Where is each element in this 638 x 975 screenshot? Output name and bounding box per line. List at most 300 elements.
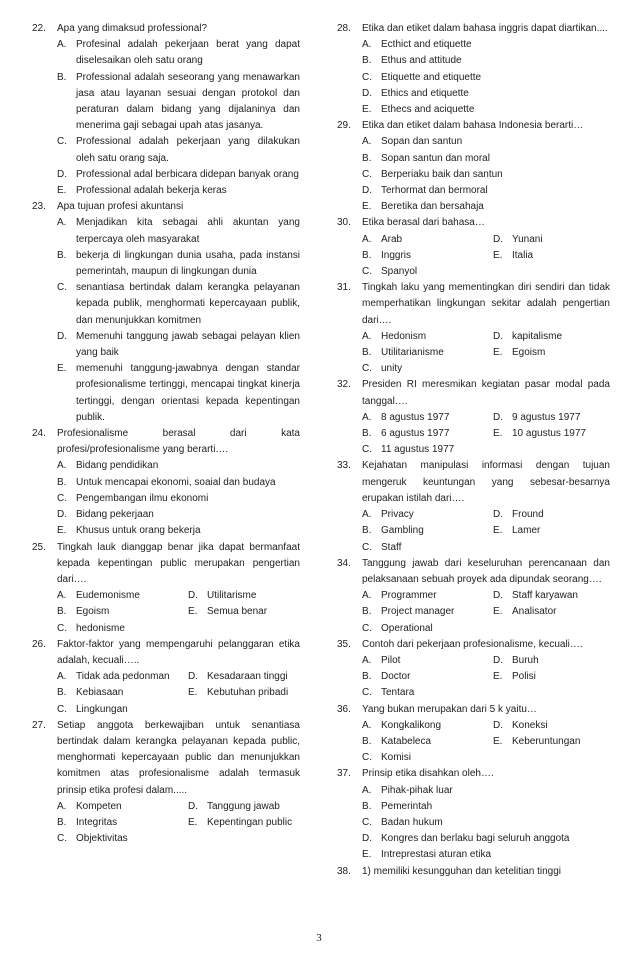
answer-option <box>493 507 610 523</box>
question-number: 34. <box>337 557 351 569</box>
answer-option <box>362 442 493 458</box>
question-text: Tingkah lauk dianggap benar jika dapat bermanfaat kepada kepentingan public merupakan pengertian dari…. <box>57 541 300 585</box>
option-letter: A. <box>362 411 372 423</box>
answer-option <box>57 458 300 474</box>
question-number: 35. <box>337 638 351 650</box>
answer-option-row <box>362 248 610 264</box>
question-item <box>337 458 610 555</box>
option-letter: B. <box>57 816 67 828</box>
option-text: memenuhi tanggung-jawabnya dengan standar profesionalisme tertinggi, mencapai tingkat kinerja tertinggi, dengan orientasi kepada kepentingan publik. <box>76 363 300 423</box>
option-text: Privacy <box>381 509 414 521</box>
question-body <box>362 458 610 555</box>
option-letter: C. <box>57 136 67 148</box>
option-text: Keberuntungan <box>512 735 581 747</box>
answer-option-row <box>362 426 610 442</box>
option-text: Professional adalah pekerjaan yang dilakukan oleh satu orang saja. <box>76 136 300 164</box>
option-letter: E. <box>57 185 67 197</box>
option-text: Objektivitas <box>76 833 128 845</box>
question-item <box>337 280 610 377</box>
option-letter: C. <box>57 492 67 504</box>
answer-option-row <box>362 604 610 620</box>
option-text: unity <box>381 363 403 375</box>
question-body <box>362 766 610 863</box>
option-text: Lamer <box>512 525 541 537</box>
answer-option <box>362 102 610 118</box>
option-letter: A. <box>362 330 372 342</box>
question-body <box>362 118 610 215</box>
question-text: Apa yang dimaksud professional? <box>57 23 208 34</box>
option-text: Tanggung jawab <box>207 800 280 812</box>
answer-option-row <box>362 507 610 523</box>
answer-option-row <box>57 588 300 604</box>
option-text: Staff <box>381 541 402 553</box>
question-item <box>337 215 610 280</box>
page-number: 3 <box>316 932 322 944</box>
answer-option <box>362 653 493 669</box>
answer-option <box>362 685 493 701</box>
option-letter: E. <box>57 525 67 537</box>
option-text: 11 agustus 1977 <box>381 444 455 456</box>
option-text: Kongres dan berlaku bagi seluruh anggota <box>381 833 570 845</box>
answer-option <box>362 523 493 539</box>
option-letter: A. <box>362 590 372 602</box>
option-text: Project manager <box>381 606 455 618</box>
option-text: Arab <box>381 233 403 245</box>
option-text: Profesinal adalah pekerjaan berat yang dapat diselesaikan oleh satu orang <box>76 39 300 67</box>
question-body <box>57 21 300 199</box>
answer-option-row <box>362 540 610 556</box>
answer-option <box>362 831 610 847</box>
question-text: Apa tujuan profesi akuntansi <box>57 201 184 213</box>
answer-option <box>493 248 610 264</box>
question-text: Faktor-faktor yang mempengaruhi pelanggaran etika adalah, kecuali….. <box>57 638 300 666</box>
option-text: Pilot <box>381 654 401 666</box>
option-letter: C. <box>57 282 67 294</box>
question-body <box>362 556 610 637</box>
answer-option <box>493 734 610 750</box>
option-letter: D. <box>188 590 198 602</box>
answer-option-row <box>362 410 610 426</box>
option-text: Integritas <box>76 816 118 828</box>
answer-option <box>362 248 493 264</box>
option-text: 10 agustus 1977 <box>512 428 586 440</box>
option-text: Bidang pekerjaan <box>76 509 154 521</box>
question-number: 36. <box>337 703 351 715</box>
option-letter: D. <box>57 168 67 180</box>
option-letter: E. <box>362 201 372 213</box>
option-letter: C. <box>57 833 67 845</box>
option-letter: A. <box>362 136 372 148</box>
answer-option <box>362 345 493 361</box>
option-letter: B. <box>362 347 372 359</box>
option-text: Programmer <box>381 590 437 602</box>
answer-option <box>362 410 493 426</box>
question-number: 26. <box>32 638 46 650</box>
option-letter: B. <box>57 71 67 83</box>
answer-option <box>362 183 610 199</box>
answer-option <box>362 232 493 248</box>
option-text: Tidak ada pedonman <box>76 671 170 683</box>
option-letter: D. <box>362 185 372 197</box>
question-number: 23. <box>32 201 46 213</box>
question-text: Tingkah laku yang mementingkan diri sendiri dan tidak memperhatikan lingkungan sekitar adalah pengertian dari…. <box>362 282 610 326</box>
question-number: 37. <box>337 768 351 780</box>
answer-option <box>362 621 493 637</box>
option-text: Sopan santun dan moral <box>381 152 490 164</box>
option-text: Utilitarianisme <box>381 347 444 359</box>
question-number: 24. <box>32 428 46 440</box>
question-item <box>337 864 610 880</box>
answer-option <box>57 604 188 620</box>
question-item <box>337 556 610 637</box>
answer-option-row <box>57 831 300 847</box>
answer-option <box>362 264 493 280</box>
option-letter: A. <box>57 800 67 812</box>
answer-option-row <box>362 734 610 750</box>
option-text: Egoism <box>76 606 110 618</box>
answer-option <box>493 523 610 539</box>
option-text: Inggris <box>381 249 412 261</box>
question-text: Etika dan etiket dalam bahasa inggris dapat diartikan.... <box>362 23 608 34</box>
question-number: 22. <box>32 23 46 34</box>
option-letter: B. <box>362 152 372 164</box>
question-text: Profesionalisme berasal dari kata profesi/profesionalisme yang berarti…. <box>57 428 300 456</box>
option-text: Yunani <box>512 233 543 245</box>
answer-option <box>57 248 300 280</box>
option-letter: B. <box>362 525 372 537</box>
answer-option-row <box>57 799 300 815</box>
answer-option <box>188 669 300 685</box>
answer-option <box>493 345 610 361</box>
question-text: Yang bukan merupakan dari 5 k yaitu… <box>362 703 537 715</box>
answer-option <box>493 232 610 248</box>
answer-option <box>57 702 188 718</box>
option-text: Egoism <box>512 347 546 359</box>
option-text: bekerja di lingkungan dunia usaha, pada instansi pemerintah, maupun di lingkungan dunia <box>76 249 300 278</box>
answer-option-row <box>57 815 300 831</box>
option-letter: D. <box>493 233 503 245</box>
question-number: 38. <box>337 865 351 877</box>
answer-option <box>362 199 610 215</box>
option-text: Beretika dan bersahaja <box>381 201 484 213</box>
answer-option <box>362 37 610 53</box>
answer-option-row <box>57 669 300 685</box>
answer-option <box>57 361 300 426</box>
answer-option <box>188 685 300 701</box>
question-body <box>362 280 610 377</box>
option-text: Fround <box>512 509 544 521</box>
answer-option <box>362 604 493 620</box>
answer-option <box>493 588 610 604</box>
option-text: Polisi <box>512 671 536 683</box>
option-letter: C. <box>57 622 67 634</box>
option-text: Ethics and etiquette <box>381 87 469 99</box>
answer-option-row <box>362 442 610 458</box>
option-text: Italia <box>512 249 534 261</box>
question-item <box>337 21 610 118</box>
question-item <box>337 637 610 702</box>
option-text: Professional adal berbicara didepan banyak orang <box>76 168 299 180</box>
option-text: Kongkalikong <box>381 719 442 731</box>
option-text: Buruh <box>512 654 539 666</box>
option-text: Tentara <box>381 687 415 699</box>
answer-option <box>57 588 188 604</box>
option-letter: B. <box>362 800 372 812</box>
answer-option-row <box>362 264 610 280</box>
answer-option <box>362 588 493 604</box>
option-text: Spanyol <box>381 266 418 278</box>
option-text: Bidang pendidikan <box>76 460 159 472</box>
question-number: 30. <box>337 217 351 229</box>
question-number: 28. <box>337 23 351 34</box>
option-text: Kesadaraan tinggi <box>207 671 288 683</box>
option-text: Semua benar <box>207 606 268 618</box>
question-item <box>337 766 610 863</box>
question-text: Etika berasal dari bahasa… <box>362 217 485 229</box>
option-letter: A. <box>57 671 67 683</box>
option-letter: C. <box>362 752 372 764</box>
question-item <box>337 702 610 767</box>
question-body <box>362 21 610 118</box>
answer-option <box>57 523 300 539</box>
question-text: Prinsip etika disahkan oleh…. <box>362 768 494 780</box>
option-letter: D. <box>493 590 503 602</box>
question-item <box>32 21 300 199</box>
left-column <box>32 21 300 847</box>
answer-option <box>362 70 610 86</box>
answer-option <box>188 815 300 831</box>
answer-option <box>362 151 610 167</box>
answer-option <box>362 167 610 183</box>
option-letter: C. <box>362 622 372 634</box>
answer-option <box>362 669 493 685</box>
option-text: Eudemonisme <box>76 590 140 602</box>
option-letter: A. <box>362 654 372 666</box>
answer-option <box>57 507 300 523</box>
option-letter: E. <box>493 428 503 440</box>
option-letter: D. <box>57 330 67 342</box>
option-letter: B. <box>362 249 372 261</box>
option-text: Koneksi <box>512 719 548 731</box>
answer-option <box>362 361 493 377</box>
question-item <box>32 199 300 426</box>
option-letter: A. <box>362 784 372 796</box>
option-text: kapitalisme <box>512 330 563 342</box>
answer-option <box>57 491 300 507</box>
option-letter: D. <box>188 800 198 812</box>
answer-option <box>362 540 493 556</box>
option-text: Menjadikan kita sebagai ahli akuntan yang terpercaya oleh masyarakat <box>76 217 300 245</box>
answer-option-row <box>362 345 610 361</box>
option-letter: A. <box>362 719 372 731</box>
answer-option <box>362 86 610 102</box>
option-letter: D. <box>57 509 67 521</box>
answer-option <box>493 329 610 345</box>
answer-option <box>57 167 300 183</box>
answer-option-row <box>57 604 300 620</box>
question-body <box>57 199 300 426</box>
answer-option <box>57 37 300 69</box>
option-text: Badan hukum <box>381 816 443 828</box>
option-letter: E. <box>188 606 198 618</box>
option-text: Pemerintah <box>381 800 433 812</box>
option-text: Ecthict and etiquette <box>381 39 472 51</box>
question-item <box>337 118 610 215</box>
answer-option-row <box>57 685 300 701</box>
answer-option-row <box>362 669 610 685</box>
answer-option-row <box>362 361 610 377</box>
question-body <box>57 540 300 637</box>
answer-option <box>362 783 610 799</box>
answer-option <box>188 604 300 620</box>
answer-option <box>362 329 493 345</box>
question-number: 31. <box>337 282 351 294</box>
answer-option-row <box>362 750 610 766</box>
option-text: Terhormat dan bermoral <box>381 185 488 197</box>
answer-option <box>362 507 493 523</box>
option-letter: D. <box>362 87 372 99</box>
option-letter: B. <box>362 55 372 67</box>
question-text: 1) memiliki kesungguhan dan ketelitian tinggi <box>362 865 562 877</box>
answer-option <box>57 215 300 247</box>
answer-option-row <box>362 653 610 669</box>
answer-option <box>493 604 610 620</box>
option-text: 8 agustus 1977 <box>381 411 450 423</box>
question-text: Setiap anggota berkewajiban untuk senantiasa bertindak dalam kerangka pelayanan kepada public, menghormati kepercayaan public dan menunjukkan komitmen atas profesionalisme adalah termasuk prinsip etika profesi dalam..... <box>57 719 300 796</box>
answer-option <box>57 685 188 701</box>
answer-option-row <box>362 718 610 734</box>
option-text: Pihak-pihak luar <box>381 784 453 796</box>
option-text: Analisator <box>512 606 557 618</box>
question-text: Tanggung jawab dari keseluruhan perencanaan dan pelaksanaan sebuah proyek ada dipundak seorang…. <box>362 557 610 585</box>
question-body <box>57 426 300 539</box>
option-letter: E. <box>493 249 503 261</box>
answer-option <box>57 183 300 199</box>
option-letter: B. <box>57 476 67 488</box>
answer-option <box>493 718 610 734</box>
option-text: Operational <box>381 622 433 634</box>
option-text: Etiquette and etiquette <box>381 71 482 83</box>
option-letter: C. <box>362 266 372 278</box>
question-body <box>362 377 610 458</box>
question-number: 29. <box>337 120 351 132</box>
answer-option <box>57 70 300 135</box>
answer-option <box>57 621 188 637</box>
option-text: Professional adalah bekerja keras <box>76 185 227 197</box>
question-text: Contoh dari pekerjaan profesionalisme, kecuali…. <box>362 638 583 650</box>
option-letter: E. <box>188 816 198 828</box>
option-letter: A. <box>57 217 67 229</box>
option-letter: C. <box>362 444 372 456</box>
answer-option <box>188 588 300 604</box>
option-text: hedonisme <box>76 622 125 634</box>
option-text: Gambling <box>381 525 424 537</box>
answer-option <box>362 734 493 750</box>
question-number: 32. <box>337 379 351 391</box>
option-text: Khusus untuk orang bekerja <box>76 525 201 537</box>
option-text: Utilitarisme <box>207 590 257 602</box>
question-number: 25. <box>32 541 46 553</box>
answer-option <box>362 53 610 69</box>
question-body <box>57 718 300 848</box>
option-letter: C. <box>362 816 372 828</box>
option-text: Ethus and attitude <box>381 55 462 67</box>
answer-option <box>57 815 188 831</box>
option-letter: A. <box>362 39 372 51</box>
option-letter: E. <box>493 347 503 359</box>
question-body <box>362 864 610 880</box>
question-number: 33. <box>337 460 351 472</box>
option-text: Sopan dan santun <box>381 136 463 148</box>
answer-option-row <box>362 685 610 701</box>
option-letter: C. <box>362 687 372 699</box>
question-item <box>32 718 300 848</box>
option-letter: A. <box>362 233 372 245</box>
question-item <box>32 426 300 539</box>
question-item <box>337 377 610 458</box>
option-letter: E. <box>493 735 503 747</box>
option-letter: C. <box>362 363 372 375</box>
answer-option-row <box>57 702 300 718</box>
option-letter: D. <box>493 654 503 666</box>
option-letter: B. <box>362 428 372 440</box>
option-text: Staff karyawan <box>512 590 578 602</box>
option-letter: D. <box>493 719 503 731</box>
answer-option <box>362 847 610 863</box>
question-item <box>32 637 300 718</box>
option-letter: A. <box>362 509 372 521</box>
option-letter: D. <box>493 330 503 342</box>
right-column <box>337 21 610 880</box>
option-text: Kebutuhan pribadi <box>207 687 289 699</box>
question-body <box>362 637 610 702</box>
option-letter: D. <box>493 509 503 521</box>
option-text: Kepentingan public <box>207 816 293 828</box>
option-letter: E. <box>362 104 372 116</box>
option-text: senantiasa bertindak dalam kerangka pelayanan kepada publik, menghormati kepercayaan publik, dan menunjukkan komitmen <box>76 282 300 326</box>
option-letter: C. <box>57 703 67 715</box>
question-number: 27. <box>32 719 46 731</box>
option-letter: B. <box>362 735 372 747</box>
answer-option <box>493 426 610 442</box>
question-text: Presiden RI meresmikan kegiatan pasar modal pada tanggal…. <box>362 379 610 407</box>
option-text: 6 agustus 1977 <box>381 428 450 440</box>
option-letter: D. <box>188 671 198 683</box>
answer-option-row <box>362 588 610 604</box>
answer-option <box>57 799 188 815</box>
answer-option <box>362 718 493 734</box>
answer-option <box>57 669 188 685</box>
option-letter: B. <box>57 606 67 618</box>
option-text: Kompeten <box>76 800 122 812</box>
question-text: Kejahatan manipulasi informasi dengan tujuan mengeruk keuntungan yang sebesar-besarnya erupakan istilah dari…. <box>362 460 610 504</box>
answer-option <box>57 831 188 847</box>
answer-option <box>57 280 300 329</box>
answer-option <box>493 653 610 669</box>
option-text: Hedonism <box>381 330 427 342</box>
question-body <box>57 637 300 718</box>
option-letter: E. <box>493 606 503 618</box>
option-text: Katabeleca <box>381 735 432 747</box>
answer-option-row <box>362 329 610 345</box>
answer-option <box>493 669 610 685</box>
option-letter: C. <box>362 541 372 553</box>
option-letter: D. <box>493 411 503 423</box>
answer-option-row <box>362 232 610 248</box>
option-text: Professional adalah seseorang yang menawarkan jasa atau layanan sesuai dengan protokol dan peraturan dalam bidang yang dijalaninya dan menerima gaji sebagai upah atas jasanya. <box>76 71 300 132</box>
question-body <box>362 702 610 767</box>
option-letter: E. <box>493 525 503 537</box>
